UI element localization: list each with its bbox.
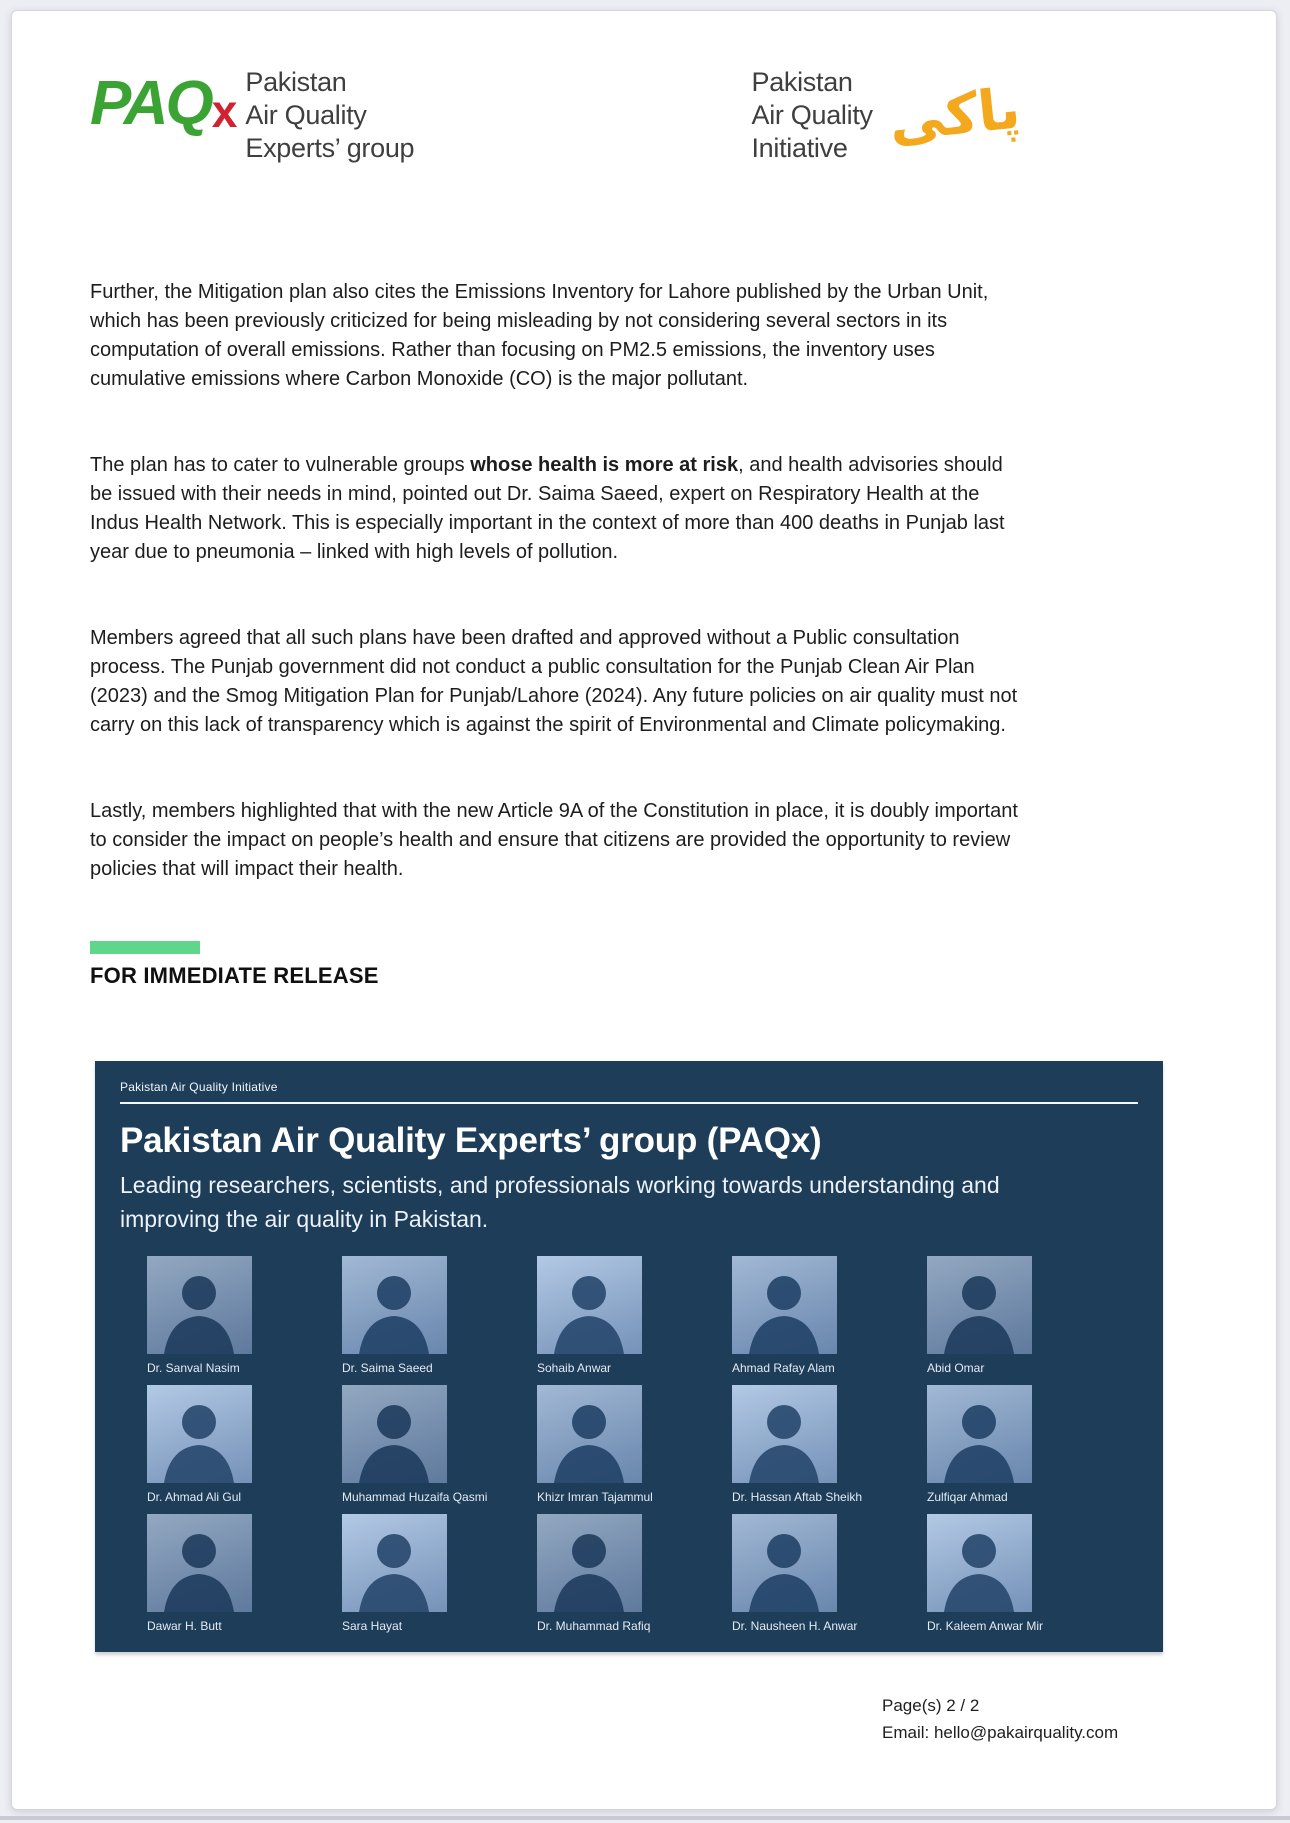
member-portrait [732,1385,837,1483]
page-footer [882,1692,1276,1746]
release-block [90,941,1276,989]
member-name: Dr. Sanval Nasim [147,1361,240,1375]
member-card [732,1514,927,1633]
paqx-logo-caption [245,66,414,165]
member-card [732,1385,927,1504]
paqi-caption-line-3: Initiative [751,133,848,163]
members-grid [95,1256,1163,1633]
member-card [537,1256,732,1375]
member-portrait [732,1514,837,1612]
member-portrait [342,1256,447,1354]
masthead [12,11,1276,178]
article-body [90,278,1026,884]
person-silhouette-icon [342,1385,447,1483]
member-portrait [537,1514,642,1612]
member-name: Sara Hayat [342,1619,403,1633]
page-number: Page(s) 2 / 2 [882,1696,980,1715]
member-portrait [342,1514,447,1612]
member-name: Dr. Hassan Aftab Sheikh [732,1490,863,1504]
window-bottom-edge [0,1816,1290,1820]
member-card [147,1256,342,1375]
member-portrait [732,1256,837,1354]
release-heading: FOR IMMEDIATE RELEASE [90,963,379,988]
paqi-caption-line-1: Pakistan [751,67,853,97]
person-silhouette-icon [342,1514,447,1612]
banner-kicker: Pakistan Air Quality Initiative [120,1080,278,1094]
member-card [342,1385,537,1504]
person-silhouette-icon [342,1256,447,1354]
body-paragraph: Lastly, members highlighted that with the new Article 9A of the Constitution in place, it is doubly important to consider the impact on people’s health and ensure that citizens are provided the opportunity to review policies that will impact their health. [90,800,1018,880]
paqx-logo [90,66,414,165]
member-portrait [927,1256,1032,1354]
person-silhouette-icon [537,1514,642,1612]
paqx-logo-wordmark: PAQ [90,69,211,138]
paqi-calligraphy-icon: پاکی [885,75,1023,155]
paqx-caption-line-1: Pakistan [245,67,347,97]
member-card [537,1514,732,1633]
paqx-banner [95,1061,1163,1652]
person-silhouette-icon [732,1256,837,1354]
member-card [147,1385,342,1504]
member-name: Dr. Kaleem Anwar Mir [927,1619,1044,1633]
member-name: Sohaib Anwar [537,1361,612,1375]
member-card [537,1385,732,1504]
member-card [927,1514,1122,1633]
person-silhouette-icon [537,1256,642,1354]
person-silhouette-icon [732,1514,837,1612]
member-name: Abid Omar [927,1361,985,1375]
member-name: Dr. Muhammad Rafiq [537,1619,651,1633]
person-silhouette-icon [927,1385,1032,1483]
member-portrait [927,1385,1032,1483]
person-silhouette-icon [732,1385,837,1483]
person-silhouette-icon [927,1256,1032,1354]
member-card [732,1256,927,1375]
member-card [927,1256,1122,1375]
body-paragraph: Members agreed that all such plans have been drafted and approved without a Public consultation process. The Punjab government did not conduct a public consultation for the Punjab Clean Air Plan (2023) and the Smog Mitigation Plan for Punjab/Lahore (2024). Any future policies on air quality must not carry on this lack of transparency which is against the spirit of Environmental and Climate policymaking. [90,627,1018,736]
banner-subtitle: Leading researchers, scientists, and professionals working towards understanding and improving the air quality in Pakistan. [120,1172,1000,1232]
member-name: Dr. Nausheen H. Anwar [732,1619,858,1633]
member-name: Dr. Saima Saeed [342,1361,433,1375]
member-portrait [927,1514,1032,1612]
person-silhouette-icon [537,1385,642,1483]
body-paragraph: Further, the Mitigation plan also cites the Emissions Inventory for Lahore published by the Urban Unit, which has been previously criticized for being misleading by not considering several sectors in its computation of overall emissions. Rather than focusing on PM2.5 emissions, the inventory uses cumulative emissions where Carbon Monoxide (CO) is the major pollutant. [90,281,989,390]
paqi-caption-line-2: Air Quality [751,100,873,130]
contact-email: Email: hello@pakairquality.com [882,1723,1119,1742]
paqi-logo-caption [751,66,872,165]
member-portrait [342,1385,447,1483]
member-portrait [537,1385,642,1483]
person-silhouette-icon [147,1514,252,1612]
person-silhouette-icon [927,1514,1032,1612]
member-portrait [537,1256,642,1354]
person-silhouette-icon [147,1385,252,1483]
person-silhouette-icon [147,1256,252,1354]
member-portrait [147,1514,252,1612]
member-portrait [147,1385,252,1483]
member-name: Dawar H. Butt [147,1619,222,1633]
member-name: Ahmad Rafay Alam [732,1361,835,1375]
member-name: Dr. Ahmad Ali Gul [147,1490,242,1504]
accent-bar [90,941,200,954]
document-page [11,10,1277,1810]
paqx-caption-line-2: Air Quality [245,100,367,130]
banner-title: Pakistan Air Quality Experts’ group (PAQx) [120,1121,822,1160]
member-name: Zulfiqar Ahmad [927,1490,1008,1504]
member-portrait [147,1256,252,1354]
paqi-logo [743,66,1023,165]
member-name: Muhammad Huzaifa Qasmi [342,1490,488,1504]
member-card [147,1514,342,1633]
member-card [342,1256,537,1375]
member-name: Khizr Imran Tajammul [537,1490,653,1504]
member-card [342,1514,537,1633]
paqx-logo-x: x [211,85,238,137]
paqx-caption-line-3: Experts’ group [245,133,415,163]
member-card [927,1385,1122,1504]
body-paragraph: The plan has to cater to vulnerable groups whose health is more at risk, and health advisories should be issued with their needs in mind, pointed out Dr. Saima Saeed, expert on Respiratory Health at the Indus Health Network. This is especially important in the context of more than 400 deaths in Punjab last year due to pneumonia – linked with high levels of pollution. [90,454,1005,563]
banner-divider [120,1102,1138,1104]
